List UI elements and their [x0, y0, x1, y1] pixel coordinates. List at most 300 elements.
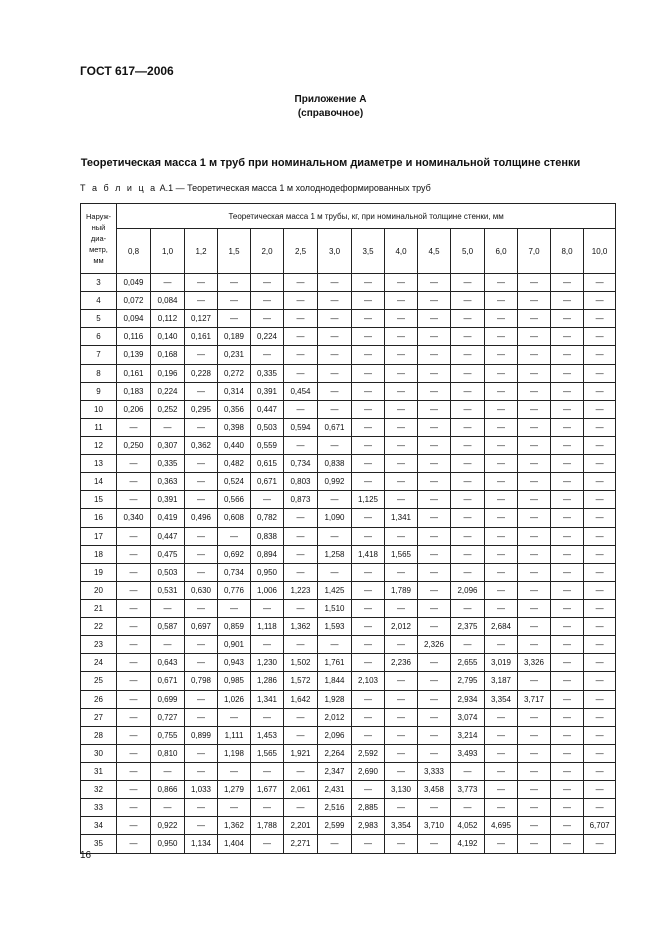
mass-cell: — [584, 418, 616, 436]
mass-cell: — [418, 581, 451, 599]
mass-cell: 0,183 [117, 382, 151, 400]
mass-cell: — [584, 545, 616, 563]
mass-cell: — [185, 418, 218, 436]
mass-cell: — [251, 310, 284, 328]
mass-cell: 6,707 [584, 817, 616, 835]
mass-cell: — [117, 708, 151, 726]
mass-cell: — [385, 418, 418, 436]
mass-cell: — [584, 364, 616, 382]
mass-cell: — [485, 310, 518, 328]
diameter-cell: 4 [81, 292, 117, 310]
mass-cell: 1,761 [318, 654, 352, 672]
mass-cell: — [551, 581, 584, 599]
mass-cell: — [485, 491, 518, 509]
mass-cell: 0,356 [218, 400, 251, 418]
annex-title: Приложение А [294, 94, 367, 105]
mass-cell: 1,134 [185, 835, 218, 853]
diameter-cell: 9 [81, 382, 117, 400]
mass-cell: — [218, 799, 251, 817]
mass-cell: — [117, 799, 151, 817]
mass-cell: — [518, 563, 551, 581]
mass-cell: — [185, 636, 218, 654]
mass-cell: 1,006 [251, 581, 284, 599]
mass-cell: — [185, 599, 218, 617]
mass-cell: 0,894 [251, 545, 284, 563]
mass-cell: — [551, 545, 584, 563]
section-title: Теоретическая масса 1 м труб при номинальном диаметре и номинальной толщине стенки [80, 157, 581, 169]
table-row [81, 654, 616, 672]
mass-cell: — [451, 545, 485, 563]
mass-cell: — [551, 328, 584, 346]
mass-cell: — [485, 328, 518, 346]
mass-cell: — [284, 636, 318, 654]
document-header: ГОСТ 617—2006 [80, 64, 174, 78]
mass-cell: 0,447 [251, 400, 284, 418]
mass-cell: — [418, 292, 451, 310]
mass-cell: — [551, 654, 584, 672]
mass-cell: 0,697 [185, 618, 218, 636]
mass-cell: — [251, 491, 284, 509]
mass-cell: — [251, 274, 284, 292]
mass-cell: — [584, 436, 616, 454]
mass-cell: — [518, 310, 551, 328]
mass-cell: 0,314 [218, 382, 251, 400]
mass-cell: — [117, 491, 151, 509]
mass-cell: — [385, 310, 418, 328]
mass-cell: — [451, 799, 485, 817]
mass-cell: — [318, 491, 352, 509]
mass-cell: 0,992 [318, 473, 352, 491]
mass-cell: 4,192 [451, 835, 485, 853]
mass-cell: — [551, 382, 584, 400]
mass-cell: — [352, 382, 385, 400]
thickness-header: 4,5 [418, 229, 451, 274]
mass-cell: — [418, 690, 451, 708]
mass-cell: 0,671 [318, 418, 352, 436]
mass-cell: — [251, 799, 284, 817]
mass-cell: — [151, 418, 185, 436]
mass-cell: — [385, 762, 418, 780]
mass-cell: — [117, 781, 151, 799]
mass-cell: — [451, 436, 485, 454]
mass-cell: — [584, 781, 616, 799]
table-row [81, 509, 616, 527]
mass-cell: — [385, 835, 418, 853]
table-row [81, 835, 616, 853]
mass-cell: 0,594 [284, 418, 318, 436]
mass-cell: 0,362 [185, 436, 218, 454]
mass-cell: — [385, 636, 418, 654]
mass-cell: — [318, 292, 352, 310]
mass-cell: — [117, 545, 151, 563]
table-row [81, 364, 616, 382]
mass-cell: 2,431 [318, 781, 352, 799]
mass-cell: — [352, 781, 385, 799]
mass-cell: — [352, 581, 385, 599]
mass-cell: 2,983 [352, 817, 385, 835]
mass-cell: 0,112 [151, 310, 185, 328]
mass-cell: — [117, 690, 151, 708]
mass-cell: 0,608 [218, 509, 251, 527]
mass-cell: 0,206 [117, 400, 151, 418]
mass-cell: — [518, 346, 551, 364]
mass-cell: — [418, 672, 451, 690]
mass-cell: — [385, 473, 418, 491]
thickness-header: 3,0 [318, 229, 352, 274]
mass-cell: 0,755 [151, 726, 185, 744]
mass-cell: — [185, 455, 218, 473]
mass-cell: 2,096 [451, 581, 485, 599]
mass-cell: 2,655 [451, 654, 485, 672]
mass-cell: — [352, 455, 385, 473]
mass-cell: 1,198 [218, 744, 251, 762]
mass-cell: 3,019 [485, 654, 518, 672]
mass-cell: — [451, 418, 485, 436]
mass-cell: — [518, 400, 551, 418]
mass-cell: 0,272 [218, 364, 251, 382]
mass-cell: 3,130 [385, 781, 418, 799]
mass-cell: 0,168 [151, 346, 185, 364]
mass-cell: — [551, 708, 584, 726]
mass-cell: — [352, 346, 385, 364]
mass-cell: — [352, 599, 385, 617]
mass-cell: — [551, 762, 584, 780]
mass-cell: 0,950 [151, 835, 185, 853]
mass-cell: — [518, 799, 551, 817]
mass-cell: — [451, 491, 485, 509]
table-row [81, 781, 616, 799]
mass-table [80, 203, 616, 854]
mass-cell: — [451, 310, 485, 328]
mass-cell: 1,788 [251, 817, 284, 835]
diameter-cell: 21 [81, 599, 117, 617]
mass-cell: 1,677 [251, 781, 284, 799]
mass-cell: — [451, 527, 485, 545]
mass-cell: — [518, 418, 551, 436]
mass-cell: — [551, 509, 584, 527]
mass-cell: — [584, 672, 616, 690]
thickness-header: 8,0 [551, 229, 584, 274]
mass-cell: — [451, 509, 485, 527]
table-row [81, 817, 616, 835]
mass-cell: 2,264 [318, 744, 352, 762]
mass-cell: — [451, 762, 485, 780]
table-row [81, 581, 616, 599]
diameter-cell: 32 [81, 781, 117, 799]
mass-cell: 0,295 [185, 400, 218, 418]
annex-subtitle: (справочное) [297, 108, 364, 119]
mass-cell: 0,803 [284, 473, 318, 491]
table-caption [80, 183, 431, 193]
mass-cell: 1,565 [385, 545, 418, 563]
mass-cell: — [284, 310, 318, 328]
mass-cell: — [185, 654, 218, 672]
table-row [81, 726, 616, 744]
thickness-header: 4,0 [385, 229, 418, 274]
mass-cell: — [352, 654, 385, 672]
thickness-header-row [81, 229, 616, 274]
mass-cell: — [185, 708, 218, 726]
mass-cell: 1,111 [218, 726, 251, 744]
diameter-cell: 7 [81, 346, 117, 364]
mass-cell: — [385, 672, 418, 690]
mass-cell: 2,684 [485, 618, 518, 636]
mass-cell: — [385, 274, 418, 292]
diameter-cell: 16 [81, 509, 117, 527]
mass-cell: 2,347 [318, 762, 352, 780]
mass-cell: 1,510 [318, 599, 352, 617]
mass-cell: — [418, 310, 451, 328]
mass-cell: — [385, 328, 418, 346]
mass-cell: — [584, 799, 616, 817]
mass-cell: 2,103 [352, 672, 385, 690]
mass-cell: 3,187 [485, 672, 518, 690]
mass-cell: — [485, 346, 518, 364]
mass-cell: — [117, 455, 151, 473]
mass-cell: — [551, 274, 584, 292]
mass-cell: 0,049 [117, 274, 151, 292]
thickness-header: 10,0 [584, 229, 616, 274]
mass-cell: 0,391 [251, 382, 284, 400]
mass-cell: 2,271 [284, 835, 318, 853]
mass-cell: — [185, 346, 218, 364]
mass-cell: — [451, 346, 485, 364]
mass-cell: 0,161 [185, 328, 218, 346]
mass-cell: — [518, 817, 551, 835]
mass-cell: — [418, 346, 451, 364]
mass-cell: 2,012 [318, 708, 352, 726]
mass-cell: — [117, 527, 151, 545]
mass-cell: — [284, 527, 318, 545]
mass-cell: — [518, 599, 551, 617]
mass-cell: 0,482 [218, 455, 251, 473]
mass-cell: — [318, 310, 352, 328]
table-row [81, 491, 616, 509]
mass-cell: — [551, 364, 584, 382]
mass-cell: — [485, 636, 518, 654]
mass-cell: — [251, 835, 284, 853]
mass-cell: — [584, 455, 616, 473]
table-row [81, 599, 616, 617]
mass-cell: — [284, 274, 318, 292]
mass-cell: — [418, 274, 451, 292]
mass-cell: — [385, 527, 418, 545]
mass-cell: — [284, 400, 318, 418]
mass-cell: — [418, 418, 451, 436]
mass-cell: 0,250 [117, 436, 151, 454]
mass-cell: 0,630 [185, 581, 218, 599]
diameter-cell: 20 [81, 581, 117, 599]
mass-cell: — [218, 292, 251, 310]
mass-cell: — [584, 762, 616, 780]
mass-cell: — [518, 726, 551, 744]
mass-cell: — [251, 599, 284, 617]
mass-cell: — [117, 672, 151, 690]
mass-cell: — [318, 563, 352, 581]
mass-cell: 1,642 [284, 690, 318, 708]
mass-cell: — [352, 509, 385, 527]
table-row [81, 618, 616, 636]
mass-cell: — [418, 382, 451, 400]
mass-cell: 1,404 [218, 835, 251, 853]
mass-cell: 1,418 [352, 545, 385, 563]
mass-cell: — [318, 835, 352, 853]
mass-cell: 0,161 [117, 364, 151, 382]
mass-cell: 0,503 [251, 418, 284, 436]
mass-cell: 1,921 [284, 744, 318, 762]
diameter-header-line: ный [91, 223, 106, 232]
thickness-header: 7,0 [518, 229, 551, 274]
mass-cell: — [418, 708, 451, 726]
mass-cell: — [318, 382, 352, 400]
mass-cell: 0,985 [218, 672, 251, 690]
mass-cell: — [418, 618, 451, 636]
table-row [81, 436, 616, 454]
mass-cell: 1,425 [318, 581, 352, 599]
mass-cell: — [385, 364, 418, 382]
mass-cell: 4,052 [451, 817, 485, 835]
table-row [81, 310, 616, 328]
mass-cell: — [584, 400, 616, 418]
table-row [81, 418, 616, 436]
mass-cell: — [418, 835, 451, 853]
mass-cell: — [352, 618, 385, 636]
mass-cell: — [251, 346, 284, 364]
mass-cell: 0,335 [251, 364, 284, 382]
mass-cell: — [418, 563, 451, 581]
mass-cell: — [385, 455, 418, 473]
mass-cell: — [318, 346, 352, 364]
diameter-cell: 8 [81, 364, 117, 382]
diameter-cell: 6 [81, 328, 117, 346]
mass-cell: — [518, 545, 551, 563]
table-row [81, 473, 616, 491]
mass-cell: — [451, 292, 485, 310]
mass-cell: 2,012 [385, 618, 418, 636]
mass-cell: — [352, 473, 385, 491]
table-row [81, 672, 616, 690]
diameter-cell: 14 [81, 473, 117, 491]
mass-cell: — [485, 473, 518, 491]
mass-cell: — [551, 835, 584, 853]
mass-cell: 0,699 [151, 690, 185, 708]
mass-cell: 3,354 [485, 690, 518, 708]
mass-cell: — [185, 799, 218, 817]
mass-cell: — [151, 799, 185, 817]
diameter-cell: 23 [81, 636, 117, 654]
mass-cell: — [551, 781, 584, 799]
diameter-cell: 24 [81, 654, 117, 672]
mass-cell: 1,230 [251, 654, 284, 672]
mass-cell: — [551, 618, 584, 636]
mass-cell: — [518, 328, 551, 346]
mass-cell: — [117, 726, 151, 744]
mass-cell: 2,599 [318, 817, 352, 835]
thickness-header: 0,8 [117, 229, 151, 274]
mass-cell: — [318, 274, 352, 292]
mass-cell: 0,440 [218, 436, 251, 454]
mass-cell: — [584, 744, 616, 762]
mass-cell: 2,326 [418, 636, 451, 654]
mass-cell: 0,094 [117, 310, 151, 328]
mass-cell: 3,717 [518, 690, 551, 708]
mass-cell: — [451, 364, 485, 382]
diameter-header-line: метр, [89, 245, 108, 254]
mass-cell: — [584, 382, 616, 400]
diameter-cell: 35 [81, 835, 117, 853]
mass-cell: — [385, 436, 418, 454]
mass-cell: — [485, 436, 518, 454]
mass-cell: — [385, 400, 418, 418]
mass-cell: 0,922 [151, 817, 185, 835]
mass-cell: — [584, 690, 616, 708]
mass-cell: 0,776 [218, 581, 251, 599]
table-row [81, 274, 616, 292]
mass-cell: 0,566 [218, 491, 251, 509]
mass-cell: — [284, 708, 318, 726]
table-row [81, 346, 616, 364]
mass-cell: — [584, 835, 616, 853]
thickness-header: 1,5 [218, 229, 251, 274]
table-row [81, 744, 616, 762]
mass-cell: 2,516 [318, 799, 352, 817]
mass-cell: — [418, 599, 451, 617]
mass-cell: — [584, 292, 616, 310]
mass-cell: — [518, 274, 551, 292]
mass-cell: — [284, 364, 318, 382]
mass-cell: — [584, 473, 616, 491]
mass-cell: 0,643 [151, 654, 185, 672]
mass-cell: — [551, 400, 584, 418]
mass-cell: 0,615 [251, 455, 284, 473]
mass-cell: 1,223 [284, 581, 318, 599]
mass-cell: — [385, 708, 418, 726]
mass-cell: — [518, 364, 551, 382]
mass-cell: — [418, 364, 451, 382]
diameter-header-line: Наруж- [85, 212, 112, 221]
mass-cell: — [418, 726, 451, 744]
mass-cell: — [117, 473, 151, 491]
mass-cell: — [485, 382, 518, 400]
mass-cell: — [551, 799, 584, 817]
mass-cell: — [385, 799, 418, 817]
mass-cell: — [485, 835, 518, 853]
mass-cell: — [418, 491, 451, 509]
mass-cell: — [352, 690, 385, 708]
thickness-header: 5,0 [451, 229, 485, 274]
mass-cell: — [318, 364, 352, 382]
diameter-cell: 34 [81, 817, 117, 835]
mass-cell: 1,453 [251, 726, 284, 744]
table-body [81, 274, 616, 854]
mass-cell: — [584, 310, 616, 328]
mass-cell: — [185, 744, 218, 762]
mass-cell: 1,565 [251, 744, 284, 762]
diameter-cell: 3 [81, 274, 117, 292]
mass-cell: — [485, 274, 518, 292]
mass-cell: — [485, 418, 518, 436]
mass-cell: — [418, 509, 451, 527]
mass-cell: — [551, 563, 584, 581]
mass-cell: — [185, 527, 218, 545]
mass-cell: — [451, 636, 485, 654]
mass-cell: 3,458 [418, 781, 451, 799]
mass-cell: 0,671 [151, 672, 185, 690]
mass-cell: — [485, 781, 518, 799]
table-row [81, 636, 616, 654]
mass-cell: — [352, 563, 385, 581]
mass-cell: 0,224 [151, 382, 185, 400]
